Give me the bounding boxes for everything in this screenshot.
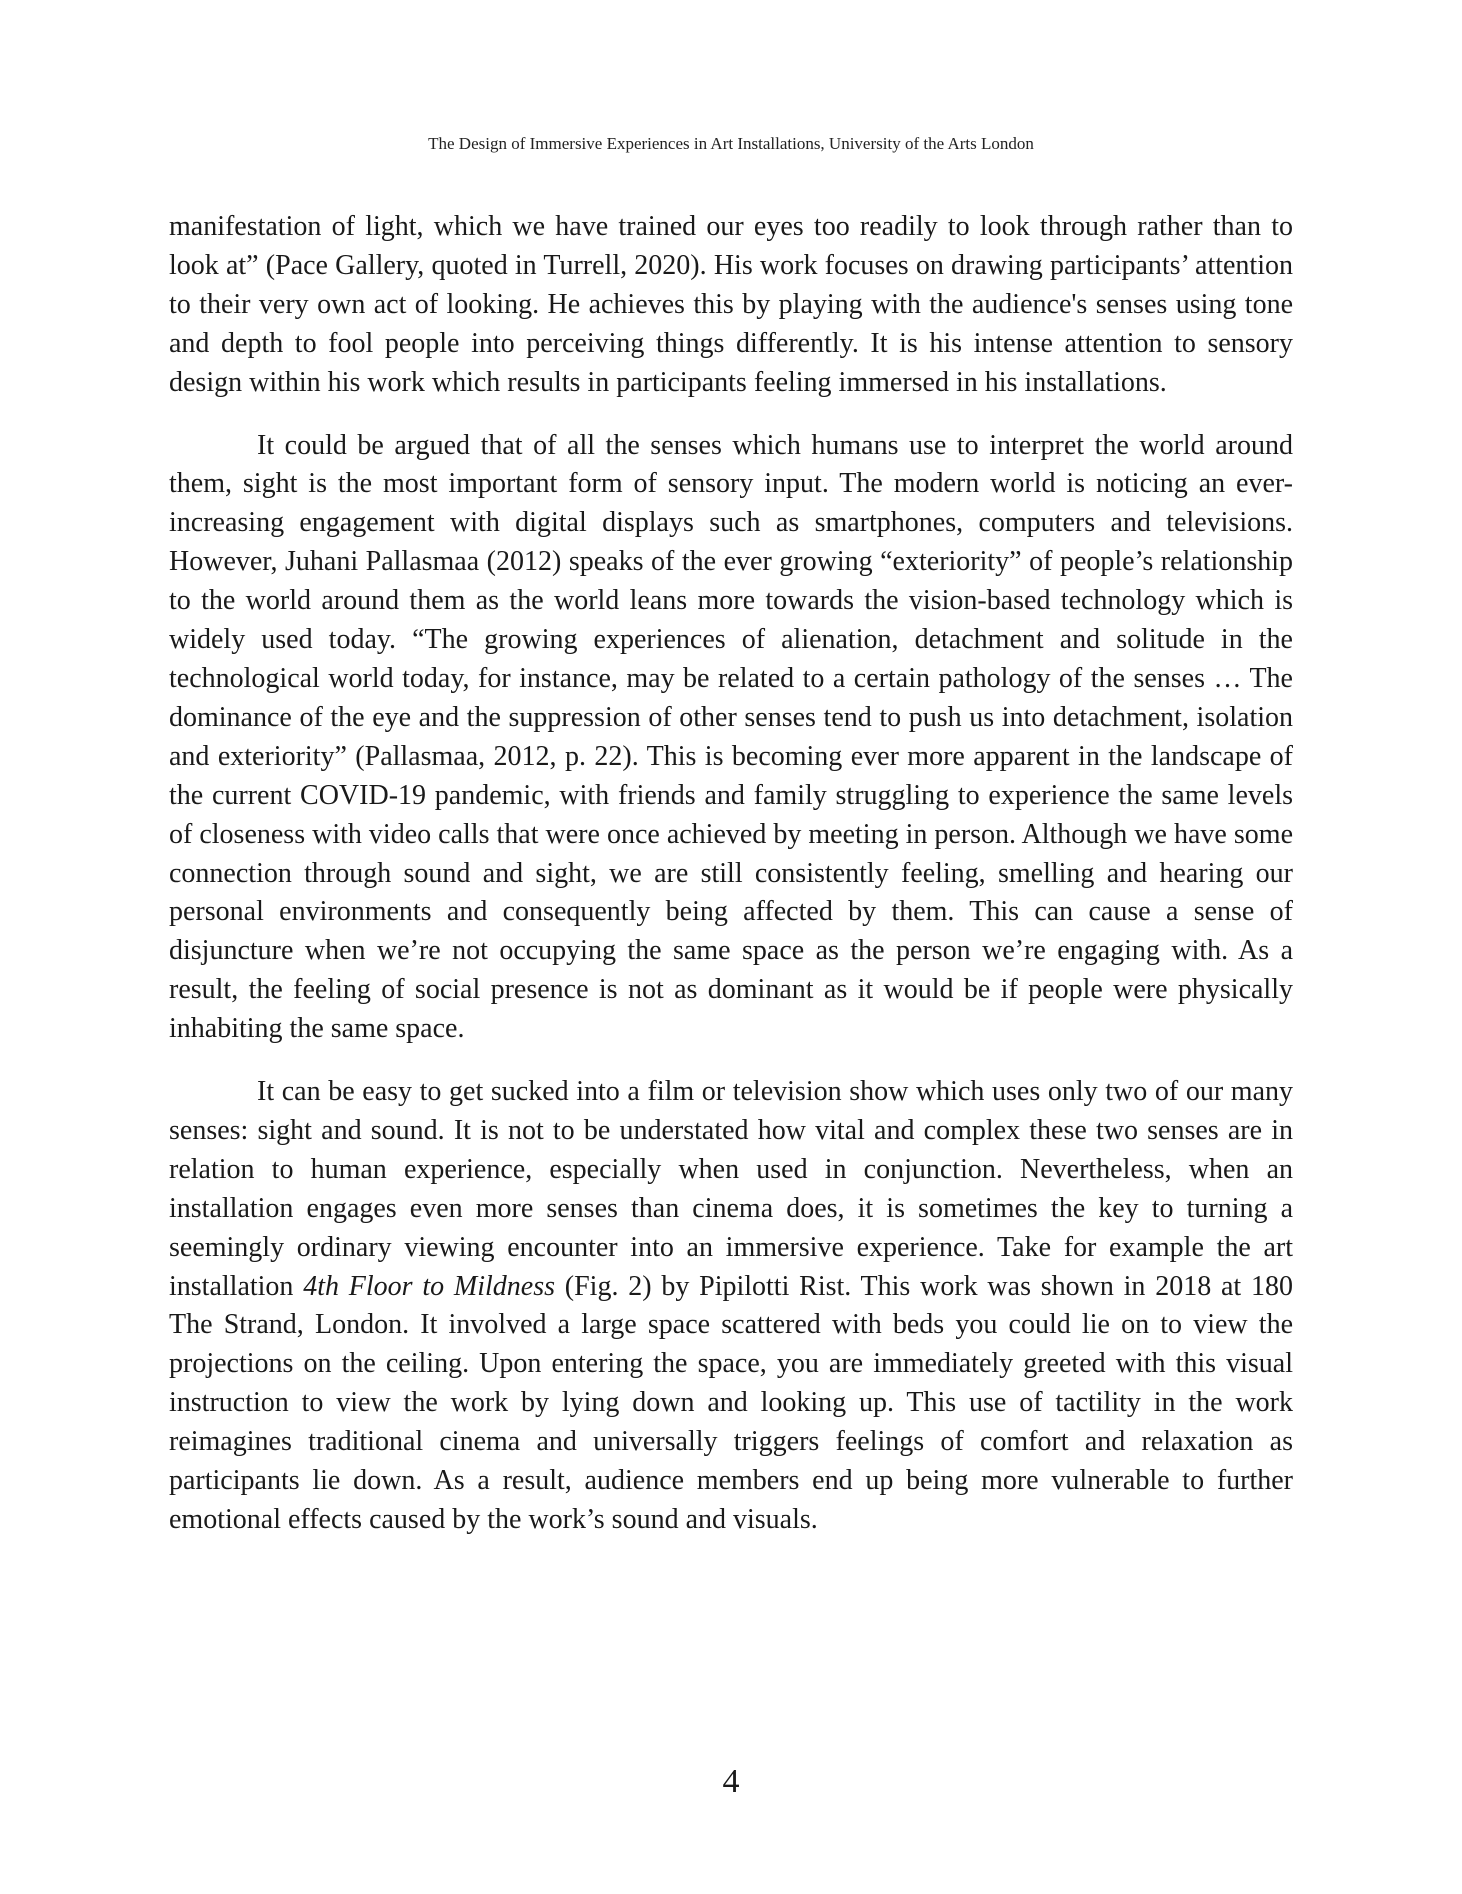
- page-number: 4: [722, 1763, 740, 1800]
- paragraph-1: manifestation of light, which we have trained our eyes too readily to look through rather than to look at” (Pace Gallery, quoted in Turrell, 2020). His work focuses on drawing participants’ attention to their very own act of looking. He achieves this by playing with the audience's senses using tone and depth to fool people into perceiving things differently. It is his intense attention to sensory design within his work which results in participants feeling immersed in his installations.: [169, 211, 1293, 398]
- body-text: [169, 208, 1293, 1540]
- paragraph-3-text-end: (Fig. 2) by Pipilotti Rist. This work was shown in 2018 at 180 The Strand, London. It involved a large space scattered with beds you could lie on to view the projections on the ceiling. Upon entering the space, you are immediately greeted with this visual instruction to view the work by lying down and looking up. This use of tactility in the work reimagines traditional cinema and universally triggers feelings of comfort and relaxation as participants lie down. As a result, audience members end up being more vulnerable to further emotional effects caused by the work’s sound and visuals.: [169, 1270, 1293, 1535]
- paragraph-2: It could be argued that of all the senses which humans use to interpret the world around them, sight is the most important form of sensory input. The modern world is noticing an ever-increasing engagement with digital displays such as smartphones, computers and televisions. However, Juhani Pallasmaa (2012) speaks of the ever growing “exteriority” of people’s relationship to the world around them as the world leans more towards the vision-based technology which is widely used today. “The growing experiences of alienation, detachment and solitude in the technological world today, for instance, may be related to a certain pathology of the senses … The dominance of the eye and the suppression of other senses tend to push us into detachment, isolation and exteriority” (Pallasmaa, 2012, p. 22). This is becoming ever more apparent in the landscape of the current COVID-19 pandemic, with friends and family struggling to experience the same levels of closeness with video calls that were once achieved by meeting in person. Although we have some connection through sound and sight, we are still consistently feeling, smelling and hearing our personal environments and consequently being affected by them. This can cause a sense of disjuncture when we’re not occupying the same space as the person we’re engaging with. As a result, the feeling of social presence is not as dominant as it would be if people were physically inhabiting the same space.: [169, 429, 1293, 1045]
- paragraph-3-text-start: It can be easy to get sucked into a film or television show which uses only two of our many senses: sight and sound. It is not to be understated how vital and complex these two senses are in relation to human experience, especially when used in conjunction. Nevertheless, when an installation engages even more senses than cinema does, it is sometimes the key to turning a seemingly ordinary viewing encounter into an immersive experience. Take for example the art installation: [169, 1076, 1293, 1302]
- artwork-title: 4th Floor to Mildness: [303, 1270, 555, 1302]
- paragraph-3: [169, 1073, 1293, 1540]
- running-header: The Design of Immersive Experiences in Art Installations, University of the Arts London: [428, 134, 1034, 153]
